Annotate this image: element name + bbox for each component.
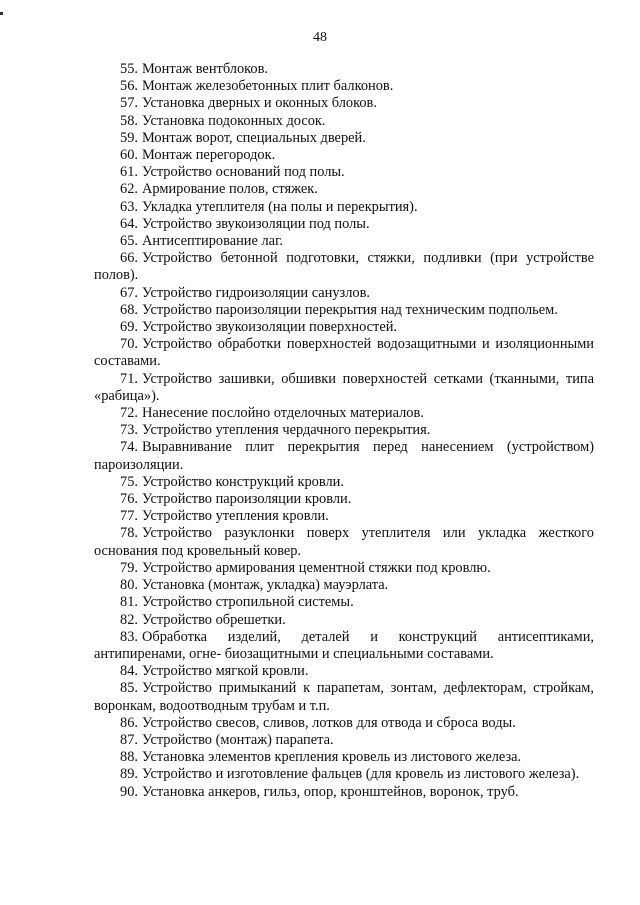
list-item-number: 90. <box>120 783 138 800</box>
list-item-text: Устройство примыканий к парапетам, зонтам, дефлекторам, стройкам, воронкам, водоотводным трубам и т.п. <box>94 680 594 714</box>
list-item-text: Монтаж ворот, специальных дверей. <box>142 129 366 146</box>
list-item <box>94 715 594 732</box>
list-item <box>94 508 594 525</box>
list-item <box>94 147 594 164</box>
list-item <box>94 285 594 302</box>
list-item <box>94 749 594 766</box>
list-item <box>94 78 594 95</box>
list-item-text: Установка дверных и оконных блоков. <box>142 95 377 112</box>
list-item <box>94 164 594 181</box>
list-item-number: 79. <box>120 559 138 576</box>
list-item-number: 64. <box>120 215 138 232</box>
list-item-text: Выравнивание плит перекрытия перед нанесением (устройством) пароизоляции. <box>94 439 594 473</box>
list-item-text: Устройство пароизоляции кровли. <box>142 491 352 508</box>
list-item-number: 63. <box>120 198 138 215</box>
list-item-text: Нанесение послойно отделочных материалов. <box>142 405 424 422</box>
list-item-text: Устройство бетонной подготовки, стяжки, подливки (при устройстве полов). <box>94 250 594 284</box>
list-item-number: 56. <box>120 78 138 95</box>
list-item-number: 58. <box>120 112 138 129</box>
list-item-text: Устройство утепления кровли. <box>142 508 329 525</box>
list-item-number: 71. <box>120 370 138 387</box>
list-item-text: Армирование полов, стяжек. <box>142 181 318 198</box>
list-item <box>94 766 594 783</box>
document-body <box>94 61 594 801</box>
list-item-number: 55. <box>120 61 138 77</box>
list-item-text: Устройство утепления чердачного перекрытия. <box>142 422 431 439</box>
list-item-text: Устройство звукоизоляции поверхностей. <box>142 319 398 336</box>
list-item-number: 80. <box>120 577 138 594</box>
list-item-text: Монтаж железобетонных плит балконов. <box>142 78 394 95</box>
list-item-text: Установка анкеров, гильз, опор, кронштейнов, воронок, труб. <box>142 783 519 800</box>
list-item-text: Установка элементов крепления кровель из листового железа. <box>142 749 522 766</box>
list-item-number: 67. <box>120 284 138 301</box>
list-item-text: Устройство (монтаж) парапета. <box>142 731 334 748</box>
list-item-number: 76. <box>120 491 138 508</box>
list-item <box>94 474 594 491</box>
list-item-number: 66. <box>120 250 138 267</box>
list-item-text: Устройство разуклонки поверх утеплителя или укладка жесткого основания под кровельный ковер. <box>94 525 594 559</box>
list-item <box>94 199 594 216</box>
list-item-number: 68. <box>120 301 138 318</box>
list-item-text: Устройство пароизоляции перекрытия над техническим подпольем. <box>142 301 558 318</box>
list-item <box>94 371 594 405</box>
list-item-text: Устройство конструкций кровли. <box>142 473 344 490</box>
list-item-number: 84. <box>120 663 138 680</box>
list-item-number: 77. <box>120 508 138 525</box>
list-item <box>94 525 594 559</box>
list-item-number: 87. <box>120 731 138 748</box>
list-item-text: Устройство гидроизоляции санузлов. <box>142 284 370 301</box>
list-item-number: 70. <box>120 336 138 353</box>
list-item-text: Устройство армирования цементной стяжки под кровлю. <box>142 559 491 576</box>
list-item <box>94 336 594 370</box>
list-item-text: Устройство обрешетки. <box>142 611 286 628</box>
list-item-text: Укладка утеплителя (на полы и перекрытия). <box>142 198 418 215</box>
list-item-number: 65. <box>120 233 138 250</box>
list-item <box>94 784 594 801</box>
list-item-text: Устройство и изготовление фальцев (для кровель из листового железа). <box>142 766 580 783</box>
list-item-number: 72. <box>120 405 138 422</box>
list-item-text: Обработка изделий, деталей и конструкций антисептиками, антипиренами, огне- биозащитными и специальными составами. <box>94 628 594 662</box>
list-item-number: 78. <box>120 525 138 542</box>
list-item <box>94 113 594 130</box>
list-item-text: Устройство оснований под полы. <box>142 164 345 181</box>
list-item-number: 62. <box>120 181 138 198</box>
list-item-number: 73. <box>120 422 138 439</box>
list-item-text: Устройство звукоизоляции под полы. <box>142 215 370 232</box>
list-item-text: Монтаж перегородок. <box>142 147 276 164</box>
list-item <box>94 612 594 629</box>
list-item <box>94 629 594 663</box>
list-item-number: 57. <box>120 95 138 112</box>
list-item <box>94 233 594 250</box>
list-item-number: 89. <box>120 766 138 783</box>
list-item <box>94 216 594 233</box>
list-item-number: 88. <box>120 749 138 766</box>
list-item <box>94 302 594 319</box>
list-item <box>94 439 594 473</box>
list-item-text: Устройство стропильной системы. <box>142 594 354 611</box>
list-item-number: 83. <box>120 628 138 645</box>
list-item <box>94 577 594 594</box>
list-item-text: Установка (монтаж, укладка) мауэрлата. <box>142 577 389 594</box>
list-item-number: 81. <box>120 594 138 611</box>
list-item-number: 69. <box>120 319 138 336</box>
list-item-text: Устройство зашивки, обшивки поверхностей сетками (тканными, типа «рабица»). <box>94 370 594 404</box>
list-item-text: Устройство обработки поверхностей водозащитными и изоляционными составами. <box>94 336 594 370</box>
list-item-number: 74. <box>120 439 138 456</box>
list-item-text: Антисептирование лаг. <box>142 233 283 250</box>
list-item <box>94 491 594 508</box>
list-item-number: 85. <box>120 680 138 697</box>
list-item <box>94 61 594 78</box>
list-item-text: Установка подоконных досок. <box>142 112 326 129</box>
list-item <box>94 663 594 680</box>
scan-mark <box>0 12 3 15</box>
list-item-number: 75. <box>120 473 138 490</box>
list-item <box>94 181 594 198</box>
list-item-text: Устройство свесов, сливов, лотков для отвода и сброса воды. <box>142 714 516 731</box>
list-item <box>94 250 594 284</box>
list-item-number: 86. <box>120 714 138 731</box>
list-item-number: 59. <box>120 129 138 146</box>
list-item <box>94 95 594 112</box>
list-item <box>94 560 594 577</box>
list-item <box>94 422 594 439</box>
list-item <box>94 594 594 611</box>
list-item-number: 82. <box>120 611 138 628</box>
list-item <box>94 319 594 336</box>
list-item <box>94 680 594 714</box>
list-item-text: Устройство мягкой кровли. <box>142 663 309 680</box>
page-number: 48 <box>313 30 327 45</box>
list-item-number: 61. <box>120 164 138 181</box>
list-item <box>94 130 594 147</box>
list-item-text: Монтаж вентблоков. <box>142 61 269 77</box>
list-item <box>94 405 594 422</box>
list-item-number: 60. <box>120 147 138 164</box>
list-item <box>94 732 594 749</box>
